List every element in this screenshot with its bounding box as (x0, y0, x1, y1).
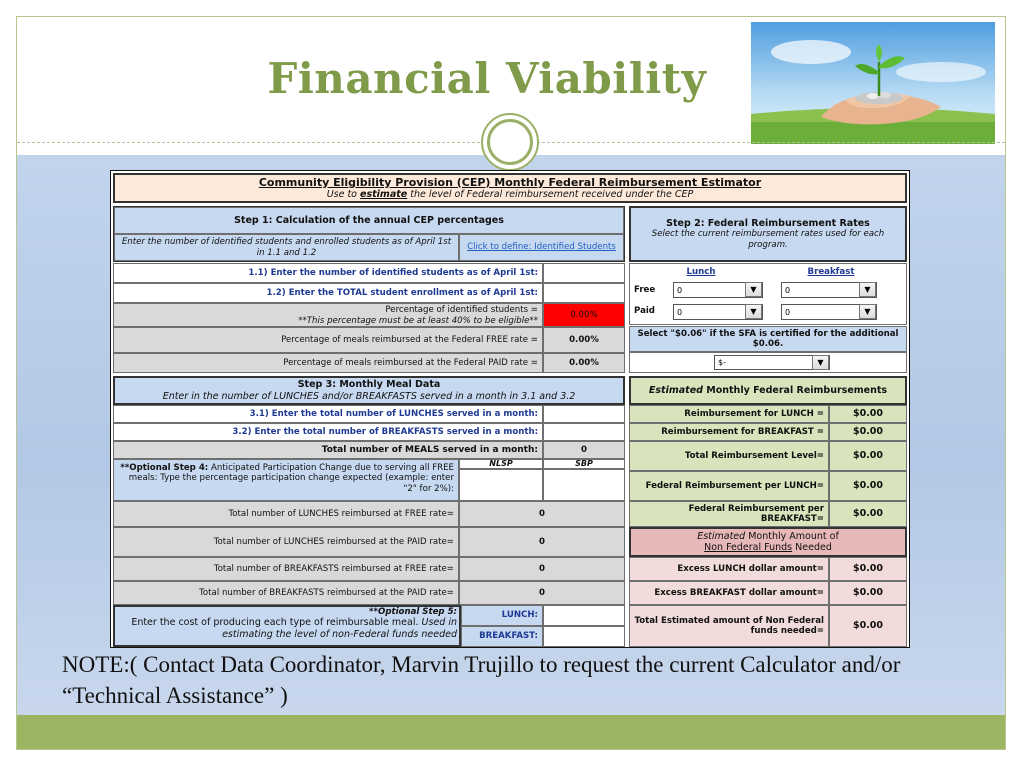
reimb-row-label: Total number of LUNCHES reimbursed at the PAID rate= (113, 527, 459, 557)
estimated-row-value: $0.00 (829, 441, 907, 471)
free-row-label: Free (634, 284, 656, 295)
nonfed-row-label: Excess BREAKFAST dollar amount= (629, 581, 829, 605)
step5-box (113, 605, 461, 647)
estimated-header (629, 376, 907, 405)
lunches-served-label: 3.1) Enter the total number of LUNCHES served in a month: (113, 405, 543, 423)
pct-identified-note: **This percentage must be at least 40% to be eligible** (298, 315, 538, 326)
extra-rate-select[interactable]: $- (714, 355, 830, 370)
nonfed-title-end: Needed (795, 542, 832, 553)
step3-title: Step 3: Monthly Meal Data (297, 379, 441, 391)
slide-note: NOTE:( Contact Data Coordinator, Marvin Trujillo to request the current Calculator and/or “Technical Assistance” ) (62, 652, 901, 708)
pct-identified-value: 0.00% (543, 303, 625, 327)
estimated-title: Monthly Federal Reimbursements (706, 384, 888, 396)
nonfed-title-em: Estimated (697, 530, 746, 542)
step3-instruction: Enter in the number of LUNCHES and/or BREAKFASTS served in a month in 3.1 and 3.2 (162, 390, 576, 402)
nonfed-row-value: $0.00 (829, 557, 907, 581)
paid-rate-label: Percentage of meals reimbursed at the Federal PAID rate = (113, 353, 543, 373)
step4-label-cell (113, 459, 459, 501)
pct-identified-label-cell (113, 303, 543, 327)
coins-plant-photo (751, 22, 995, 144)
paid-lunch-select[interactable]: 0 (673, 304, 763, 320)
free-rate-label: Percentage of meals reimbursed at the Federal FREE rate = (113, 327, 543, 353)
step5-lunch-label: LUNCH: (461, 605, 543, 626)
estimated-row-value: $0.00 (829, 423, 907, 441)
reimb-row-value: 0 (459, 527, 625, 557)
step4-label-bold: **Optional Step 4: (120, 463, 209, 473)
step2-title: Step 2: Federal Reimbursement Rates (666, 217, 870, 229)
extra-rate-label: Select "$0.06" if the SFA is certified for the additional $0.06. (629, 326, 907, 352)
nonfed-row-label: Excess LUNCH dollar amount= (629, 557, 829, 581)
step4-col-nlsp: NLSP (459, 459, 543, 469)
estimated-title-em: Estimated (648, 384, 703, 396)
free-lunch-select[interactable]: 0 (673, 282, 763, 298)
free-rate-value: 0.00% (543, 327, 625, 353)
reimb-row-label: Total number of LUNCHES reimbursed at FREE rate= (113, 501, 459, 527)
paid-rate-value: 0.00% (543, 353, 625, 373)
lunch-cost-input[interactable] (543, 605, 625, 626)
sheet-header-title: Community Eligibility Provision (CEP) Monthly Federal Reimbursement Estimator (258, 175, 762, 189)
footer-bar (17, 715, 1005, 749)
reimb-row-value: 0 (459, 557, 625, 581)
nonfed-row-label: Total Estimated amount of Non Federal funds needed= (629, 605, 829, 647)
total-meals-label: Total number of MEALS served in a month: (113, 441, 543, 459)
dropdown-arrow-icon[interactable]: ▼ (859, 282, 876, 297)
step2-box (629, 206, 907, 262)
total-meals-value: 0 (543, 441, 625, 459)
paid-row-label: Paid (634, 305, 655, 316)
breakfast-cost-input[interactable] (543, 626, 625, 647)
reimb-row-label: Total number of BREAKFASTS reimbursed at the PAID rate= (113, 581, 459, 605)
slide-title: Financial Viability (267, 54, 707, 103)
step5-title: **Optional Step 5: (369, 607, 457, 617)
reimb-row-value: 0 (459, 581, 625, 605)
nonfed-row-value: $0.00 (829, 605, 907, 647)
estimated-row-value: $0.00 (829, 471, 907, 501)
step4-nlsp-input[interactable] (459, 469, 543, 501)
step2-instruction: Select the current reimbursement rates used for each program. (651, 229, 885, 250)
sheet-header-sub-em: estimate (360, 188, 408, 200)
dropdown-arrow-icon[interactable]: ▼ (859, 304, 876, 319)
estimated-row-label: Total Reimbursement Level= (629, 441, 829, 471)
step3-box (113, 376, 625, 405)
free-breakfast-select[interactable]: 0 (781, 282, 877, 298)
nonfed-title-ul: Non Federal Funds (704, 542, 793, 553)
sheet-header-sub-post: the level of Federal reimbursement received under the CEP (410, 188, 694, 200)
estimated-row-value: $0.00 (829, 501, 907, 527)
identified-students-input[interactable] (543, 263, 625, 283)
dropdown-arrow-icon[interactable]: ▼ (745, 304, 762, 319)
nonfed-header (629, 527, 907, 557)
estimated-row-label: Federal Reimbursement per BREAKFAST= (629, 501, 829, 527)
step1-row2-label: 1.2) Enter the TOTAL student enrollment as of April 1st: (113, 283, 543, 303)
ring-inner (487, 119, 533, 165)
step4-sbp-input[interactable] (543, 469, 625, 501)
step4-label-text: Anticipated Participation Change due to serving all FREE meals: Type the percentage participation change expected (example: enter "2" for 2%): (128, 463, 454, 494)
estimated-row-label: Reimbursement for BREAKFAST = (629, 423, 829, 441)
reimb-row-label: Total number of BREAKFASTS reimbursed at FREE rate= (113, 557, 459, 581)
enrollment-input[interactable] (543, 283, 625, 303)
estimated-row-label: Reimbursement for LUNCH = (629, 405, 829, 423)
cep-estimator-sheet (110, 170, 910, 648)
nonfed-row-value: $0.00 (829, 581, 907, 605)
breakfast-column-label: Breakfast (807, 266, 855, 277)
lunch-column-label: Lunch (686, 266, 716, 277)
paid-breakfast-select[interactable]: 0 (781, 304, 877, 320)
estimated-row-value: $0.00 (829, 405, 907, 423)
step5-text-em: Used in estimating the level of non-Federal funds needed (222, 617, 457, 640)
lunches-served-input[interactable] (543, 405, 625, 423)
pct-identified-label: Percentage of identified students = (385, 305, 538, 316)
dropdown-arrow-icon[interactable]: ▼ (745, 282, 762, 297)
step1-title: Step 1: Calculation of the annual CEP percentages (114, 207, 624, 234)
step1-instruction: Enter the number of identified students and enrolled students as of April 1st in 1.1 and 1.2 (114, 234, 459, 261)
breakfasts-served-label: 3.2) Enter the total number of BREAKFASTS served in a month: (113, 423, 543, 441)
step5-text: Enter the cost of producing each type of reimbursable meal. (131, 617, 419, 629)
nonfed-title: Monthly Amount of (748, 530, 839, 542)
step1-row1-label: 1.1) Enter the number of identified students as of April 1st: (113, 263, 543, 283)
step4-col-sbp: SBP (543, 459, 625, 469)
dropdown-arrow-icon[interactable]: ▼ (812, 355, 829, 370)
breakfasts-served-input[interactable] (543, 423, 625, 441)
sheet-header-sub-pre: Use to (326, 188, 357, 200)
identified-students-link[interactable]: Click to define: Identified Students (459, 234, 624, 261)
step5-breakfast-label: BREAKFAST: (461, 626, 543, 647)
reimb-row-value: 0 (459, 501, 625, 527)
estimated-row-label: Federal Reimbursement per LUNCH= (629, 471, 829, 501)
sheet-header (113, 173, 907, 203)
